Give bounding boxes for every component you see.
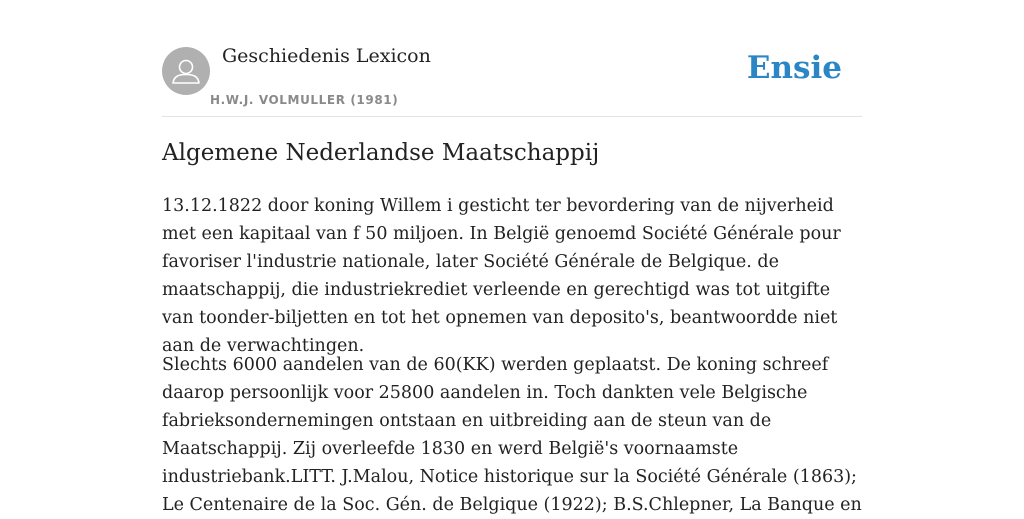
user-avatar-icon[interactable] (162, 47, 210, 95)
author-label: H.W.J. VOLMULLER (1981) (210, 93, 399, 107)
lexicon-title-link[interactable]: Geschiedenis Lexicon (222, 45, 431, 67)
article-title: Algemene Nederlandse Maatschappij (162, 140, 600, 166)
article-paragraph-1: 13.12.1822 door koning Willem i gesticht ter bevordering van de nijverheid met een kapitaal van f 50 miljoen. In België genoemd Société Générale pour favoriser l'industrie nationale, later Société Générale de Belgique. de maatschappij, die industriekrediet verleende en gerechtigd was tot uitgifte van toonder-biljetten en tot het opnemen van deposito's, beantwoordde niet aan de verwachtingen. (162, 196, 841, 356)
page (162, 0, 862, 515)
header (162, 0, 862, 117)
article-paragraph-2: Slechts 6000 aandelen van de 60(KK) werden geplaatst. De koning schreef daarop persoonlijk voor 25800 aandelen in. Toch dankten vele Belgische fabrieksondernemingen ontstaan en uitbreiding aan de steun van de Maatschappij. Zij overleefde 1830 en werd België's voornaamste industriebank.LITT. J.Malou, Notice historique sur la Société Générale (1863); Le Centenaire de la Soc. Gén. de Belgique (1922); B.S.Chlepner, La Banque en (162, 355, 862, 515)
ensie-logo-link[interactable]: Ensie (746, 50, 842, 86)
avatar-person-icon (162, 47, 210, 95)
